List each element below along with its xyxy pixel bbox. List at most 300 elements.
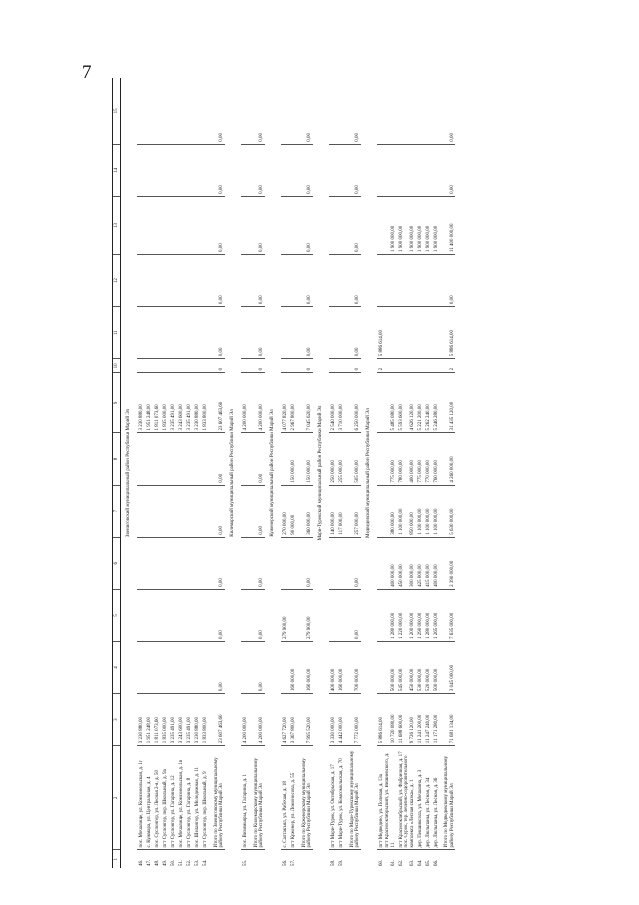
table-cell: [201, 196, 209, 254]
table-cell: [329, 255, 337, 307]
table-cell: [281, 196, 289, 254]
table-cell: [177, 255, 185, 307]
table-cell: [404, 78, 415, 144]
total-cell: 4 200 000,00: [249, 694, 265, 746]
table-cell: 5 246 280,00: [431, 373, 439, 433]
table-cell: [177, 485, 185, 537]
table-cell: [431, 307, 439, 359]
table-cell: 4 200 000,00: [241, 694, 249, 746]
table-cell: 520 000,00: [423, 641, 431, 693]
table-cell: [169, 144, 177, 196]
table-cell: [161, 485, 169, 537]
table-cell: [385, 255, 396, 307]
table-cell: [396, 144, 404, 196]
table-cell: 1 833 800,00: [201, 373, 209, 433]
table-cell: 770 000,00: [423, 433, 431, 485]
table-cell: 5 262 240,00: [423, 373, 431, 433]
table-row: [415, 78, 423, 868]
table-cell: 66.: [433, 859, 439, 866]
total-cell: 7 045 620,00: [297, 373, 313, 433]
table-cell: [337, 307, 345, 359]
table-cell: 11 688 600,00: [396, 694, 404, 746]
total-cell: 0,00: [439, 255, 455, 307]
table-cell: 52.: [187, 859, 193, 866]
total-cell: [297, 850, 313, 868]
table-cell: 3 230 880,00: [193, 373, 201, 433]
address-cell: пгт Краснооктябрьский, ул. Фабричная, д. 17: [396, 746, 404, 850]
total-cell: 0,00: [209, 433, 225, 485]
table-cell: 1 290 000,00: [415, 589, 423, 641]
table-cell: [241, 255, 249, 307]
table-cell: [153, 485, 161, 537]
total-cell: 0: [345, 359, 361, 373]
table-cell: 380 000,00: [385, 485, 396, 537]
header-cell: 9: [113, 373, 121, 433]
table-cell: [431, 359, 439, 373]
table-cell: [385, 307, 396, 359]
table-cell: [385, 78, 396, 144]
total-cell: 0,00: [209, 255, 225, 307]
table-cell: [241, 196, 249, 254]
table-cell: [337, 359, 345, 373]
table-cell: [201, 78, 209, 144]
table-cell: [145, 485, 153, 537]
table-cell: [404, 307, 415, 359]
table-cell: [145, 144, 153, 196]
table-cell: [169, 78, 177, 144]
table-cell: [177, 589, 185, 641]
total-cell: 0,00: [345, 589, 361, 641]
table-cell: [377, 373, 385, 433]
total-cell: 0,00: [209, 537, 225, 589]
table-cell: 90 000,00: [289, 485, 297, 537]
table-cell: 400 000,00: [404, 433, 415, 485]
table-cell: [415, 359, 423, 373]
table-cell: 400 000,00: [385, 537, 396, 589]
total-cell: 2 390 000,00: [439, 537, 455, 589]
table-cell: [337, 589, 345, 641]
table-cell: [177, 359, 185, 373]
table-cell: [201, 641, 209, 693]
table-cell: 4 200 000,00: [241, 373, 249, 433]
table-row: [377, 78, 385, 868]
table-cell: 11 247 240,00: [423, 694, 431, 746]
table-cell: 10 720 080,00: [385, 694, 396, 746]
table-cell: [377, 433, 385, 485]
table-cell: [137, 359, 145, 373]
table-cell: [281, 255, 289, 307]
total-cell: 0,00: [249, 78, 265, 144]
table-cell: [241, 641, 249, 693]
total-cell: 0: [209, 359, 225, 373]
table-cell: 850 000,00: [404, 485, 415, 537]
table-cell: [281, 359, 289, 373]
table-cell: 1 951 248,00: [145, 694, 153, 746]
table-row: [153, 78, 161, 868]
table-cell: 500 000,00: [431, 641, 439, 693]
table-cell: [185, 641, 193, 693]
total-cell: 0,00: [297, 196, 313, 254]
table-cell: [431, 144, 439, 196]
address-cell: пгт Медведево, ул. Полевая, д. 13а: [377, 746, 385, 850]
table-cell: 59.: [339, 859, 345, 866]
table-cell: 530 000,00: [415, 641, 423, 693]
table-cell: [137, 537, 145, 589]
table-cell: 3 235 491,00: [169, 373, 177, 433]
address-cell: пос. Шелангер, ул. Молодежная, д. 11: [193, 746, 201, 850]
table-cell: [145, 433, 153, 485]
total-row: [345, 78, 361, 868]
total-cell: 0,00: [249, 641, 265, 693]
table-cell: 58.: [331, 859, 337, 866]
table-cell: [137, 144, 145, 196]
table-cell: [161, 78, 169, 144]
table-cell: 2: [377, 359, 385, 373]
table-cell: [193, 537, 201, 589]
table-cell: 49.: [163, 859, 169, 866]
total-cell: [209, 850, 225, 868]
table-cell: [241, 589, 249, 641]
table-cell: 3 230 880,00: [137, 694, 145, 746]
table-row: [431, 78, 439, 868]
total-cell: 257 000,00: [345, 485, 361, 537]
total-row: [209, 78, 225, 868]
total-row: [249, 78, 265, 868]
table-row: [201, 78, 209, 868]
table-cell: [337, 78, 345, 144]
table-cell: [137, 307, 145, 359]
table-cell: 2 967 800,00: [289, 373, 297, 433]
table-cell: [337, 196, 345, 254]
rotated-table-page: [112, 78, 617, 868]
budget-table: [112, 78, 455, 868]
table-cell: [289, 78, 297, 144]
district-row: [225, 78, 241, 868]
total-cell: 0,00: [439, 144, 455, 196]
table-cell: 5 485 080,00: [385, 373, 396, 433]
table-cell: [329, 78, 337, 144]
table-cell: [177, 641, 185, 693]
table-cell: [415, 255, 423, 307]
total-label: Итого по Куженерскому муниципальному району Республики Марий Эл: [297, 746, 313, 850]
table-cell: 150 000,00: [289, 433, 297, 485]
table-cell: 55.: [243, 859, 249, 866]
total-label: Итого по Звениговскому муниципальному району Республики Марий Эл: [209, 746, 225, 850]
table-cell: [377, 255, 385, 307]
table-cell: 270 000,00: [281, 485, 289, 537]
table-cell: 450 000,00: [396, 537, 404, 589]
table-cell: 4 627 720,00: [281, 694, 289, 746]
table-cell: 1 833 800,00: [201, 694, 209, 746]
table-cell: 160 000,00: [289, 641, 297, 693]
table-row: [385, 78, 396, 868]
header-cell: 7: [113, 485, 121, 537]
table-cell: [377, 485, 385, 537]
table-cell: 1 811 073,60: [153, 694, 161, 746]
table-cell: [153, 589, 161, 641]
table-cell: [185, 255, 193, 307]
table-cell: [137, 485, 145, 537]
district-row: [313, 78, 329, 868]
table-cell: [289, 359, 297, 373]
table-cell: [193, 307, 201, 359]
table-cell: [153, 433, 161, 485]
table-cell: [337, 144, 345, 196]
table-cell: 1 951 248,00: [145, 373, 153, 433]
total-cell: 4 260 000,00: [439, 433, 455, 485]
table-cell: [241, 307, 249, 359]
table-cell: 57.: [291, 859, 297, 866]
table-cell: 53.: [195, 859, 201, 866]
table-cell: [423, 144, 431, 196]
table-cell: [145, 307, 153, 359]
table-cell: 1 835 000,00: [161, 694, 169, 746]
table-cell: 450 000,00: [404, 641, 415, 693]
total-cell: 0,00: [209, 78, 225, 144]
table-cell: [185, 537, 193, 589]
table-cell: [404, 255, 415, 307]
district-row: [361, 78, 377, 868]
table-row: [145, 78, 153, 868]
table-cell: [415, 307, 423, 359]
address-cell: дер. Люльпаны, ул. Лесная, д. 36: [431, 746, 439, 850]
table-cell: [396, 78, 404, 144]
table-cell: [289, 196, 297, 254]
table-cell: 775 000,00: [415, 433, 423, 485]
total-label: Итого по Медведевскому муниципальному району Республики Марий Эл: [439, 746, 455, 850]
table-cell: [145, 196, 153, 254]
table-cell: 1 900 000,00: [423, 196, 431, 254]
table-cell: 47.: [147, 859, 153, 866]
total-cell: 0,00: [209, 485, 225, 537]
table-cell: 11 171 280,00: [431, 694, 439, 746]
total-cell: 0,00: [297, 255, 313, 307]
table-cell: [201, 433, 209, 485]
header-cell: 1: [113, 850, 121, 868]
address-cell: пос. Мочалище, ул. Комсомольская, д. 1в: [177, 746, 185, 850]
table-row: [423, 78, 431, 868]
table-cell: [377, 537, 385, 589]
total-cell: 5 886 614,00: [439, 307, 455, 359]
table-cell: [385, 144, 396, 196]
table-row: [289, 78, 297, 868]
header-cell: 10: [113, 359, 121, 373]
address-cell: пгт Куженер, ул. Ломоносова, д. 55: [289, 746, 297, 850]
total-cell: 0,00: [345, 255, 361, 307]
table-cell: [169, 485, 177, 537]
table-cell: [193, 485, 201, 537]
address-cell: пос. Суслонгер, ул. Лесная 2-я, д. 50: [153, 746, 161, 850]
table-cell: [404, 144, 415, 196]
table-cell: [153, 255, 161, 307]
table-row: [169, 78, 177, 868]
total-cell: 0,00: [297, 144, 313, 196]
table-cell: 400 000,00: [431, 537, 439, 589]
header-cell: 2: [113, 746, 121, 850]
total-cell: 0,00: [249, 485, 265, 537]
table-cell: 1 900 000,00: [396, 196, 404, 254]
table-cell: 1 265 000,00: [431, 589, 439, 641]
table-cell: 2 540 000,00: [329, 373, 337, 433]
table-cell: [329, 307, 337, 359]
table-cell: [193, 359, 201, 373]
table-cell: [431, 78, 439, 144]
address-cell: дер. Люльпаны, ул. Лесная, д. 34: [423, 746, 431, 850]
total-cell: 0,00: [345, 196, 361, 254]
table-cell: [415, 144, 423, 196]
table-cell: [161, 589, 169, 641]
header-cell: 4: [113, 641, 121, 693]
table-cell: 1 100 000,00: [396, 485, 404, 537]
total-cell: 6 250 000,00: [345, 373, 361, 433]
table-cell: 1 100 000,00: [423, 485, 431, 537]
table-cell: [281, 641, 289, 693]
table-cell: [137, 433, 145, 485]
table-cell: [161, 307, 169, 359]
header-cell: 11: [113, 307, 121, 359]
table-cell: [201, 255, 209, 307]
address-cell: пгт Суслонгер, пер. Школьный, д. 9: [201, 746, 209, 850]
total-label: Итого по Килемарскому муниципальному району Республики Марий Эл: [249, 746, 265, 850]
table-cell: 1 835 000,00: [161, 373, 169, 433]
total-cell: 0,00: [297, 78, 313, 144]
table-cell: [169, 589, 177, 641]
table-cell: [145, 78, 153, 144]
header-cell: 15: [113, 78, 121, 144]
table-cell: [193, 433, 201, 485]
table-cell: [431, 255, 439, 307]
table-cell: 1 900 000,00: [415, 196, 423, 254]
table-cell: [185, 307, 193, 359]
header-cell: 13: [113, 196, 121, 254]
total-cell: 0,00: [345, 144, 361, 196]
table-cell: 500 000,00: [385, 641, 396, 693]
total-cell: 7 995 520,00: [297, 694, 313, 746]
table-cell: 3 235 491,00: [169, 694, 177, 746]
header-cell: 5: [113, 589, 121, 641]
table-cell: [161, 359, 169, 373]
total-cell: 2: [439, 359, 455, 373]
total-cell: 5 630 000,00: [439, 485, 455, 537]
total-cell: 150 000,00: [297, 433, 313, 485]
total-cell: 23 607 463,60: [209, 694, 225, 746]
table-cell: 160 000,00: [337, 641, 345, 693]
table-cell: [161, 433, 169, 485]
table-cell: [423, 255, 431, 307]
table-cell: 3 235 491,00: [185, 373, 193, 433]
table-cell: [169, 433, 177, 485]
table-cell: [161, 144, 169, 196]
table-cell: [169, 255, 177, 307]
total-cell: 279 900,00: [297, 589, 313, 641]
address-cell: пос. Визимьяры, ул. Гагарина, д. 1: [241, 746, 249, 850]
table-cell: [185, 589, 193, 641]
table-cell: [329, 359, 337, 373]
table-cell: [423, 78, 431, 144]
table-cell: 140 000,00: [329, 485, 337, 537]
total-cell: 71 681 134,00: [439, 694, 455, 746]
total-cell: 0,00: [297, 307, 313, 359]
table-cell: 48.: [155, 859, 161, 866]
table-cell: [169, 307, 177, 359]
table-cell: 1 280 000,00: [423, 589, 431, 641]
total-cell: 0,00: [249, 307, 265, 359]
table-cell: 4 077 820,00: [281, 373, 289, 433]
table-cell: [201, 307, 209, 359]
table-cell: [145, 641, 153, 693]
table-cell: [153, 641, 161, 693]
table-row: [241, 78, 249, 868]
table-cell: [185, 485, 193, 537]
table-cell: [337, 255, 345, 307]
table-cell: [289, 589, 297, 641]
table-cell: [377, 641, 385, 693]
table-cell: 3 330 000,00: [329, 694, 337, 746]
table-cell: [241, 78, 249, 144]
table-cell: 61.: [390, 859, 396, 866]
table-cell: [201, 589, 209, 641]
total-cell: 0,00: [249, 537, 265, 589]
table-cell: [329, 144, 337, 196]
total-cell: 0: [297, 359, 313, 373]
table-cell: [185, 196, 193, 254]
table-row: [177, 78, 185, 868]
total-cell: 160 000,00: [297, 641, 313, 693]
total-cell: 0,00: [249, 255, 265, 307]
table-row: [337, 78, 345, 868]
table-cell: 63.: [409, 859, 415, 866]
table-cell: [177, 196, 185, 254]
district-title: Куженерский муниципальный район Республики Марий Эл: [270, 409, 276, 537]
address-cell: с. Кужмара, ул. Центральная, д. 4: [145, 746, 153, 850]
table-cell: 1 900 000,00: [431, 196, 439, 254]
total-cell: 0,00: [439, 78, 455, 144]
table-cell: [177, 433, 185, 485]
address-cell: пгт Мари-Турек, ул. Октябрьская, д. 17: [329, 746, 337, 850]
table-cell: [281, 307, 289, 359]
table-cell: [281, 144, 289, 196]
table-cell: [185, 144, 193, 196]
table-cell: 3 235 491,00: [185, 694, 193, 746]
table-cell: [161, 255, 169, 307]
table-cell: 1 200 000,00: [404, 589, 415, 641]
table-cell: 5 221 200,00: [415, 373, 423, 433]
table-cell: 1 811 073,60: [153, 373, 161, 433]
total-cell: 700 000,00: [345, 641, 361, 693]
table-cell: 415 000,00: [423, 537, 431, 589]
table-cell: 3 367 800,00: [289, 694, 297, 746]
table-cell: 300 000,00: [404, 537, 415, 589]
district-row: [121, 78, 138, 868]
table-cell: [185, 433, 193, 485]
table-cell: 4 626 120,00: [404, 373, 415, 433]
address-cell: дер. Пекшиксола, ул. Мочалина, д. 3: [415, 746, 423, 850]
table-cell: [169, 359, 177, 373]
total-cell: [345, 850, 361, 868]
table-row: [193, 78, 201, 868]
total-cell: 11 400 000,00: [439, 196, 455, 254]
district-title: Мари-Турекский муниципальный район Республики Марий Эл: [318, 405, 324, 541]
table-cell: [153, 537, 161, 589]
table-cell: 1 100 000,00: [431, 485, 439, 537]
address-cell: с. Салтакъял, ул. Рабочая, д. 18: [281, 746, 289, 850]
table-cell: [241, 359, 249, 373]
table-cell: 1 900 000,00: [385, 196, 396, 254]
table-cell: [153, 359, 161, 373]
district-row: [265, 78, 281, 868]
table-cell: [241, 433, 249, 485]
table-cell: [241, 144, 249, 196]
